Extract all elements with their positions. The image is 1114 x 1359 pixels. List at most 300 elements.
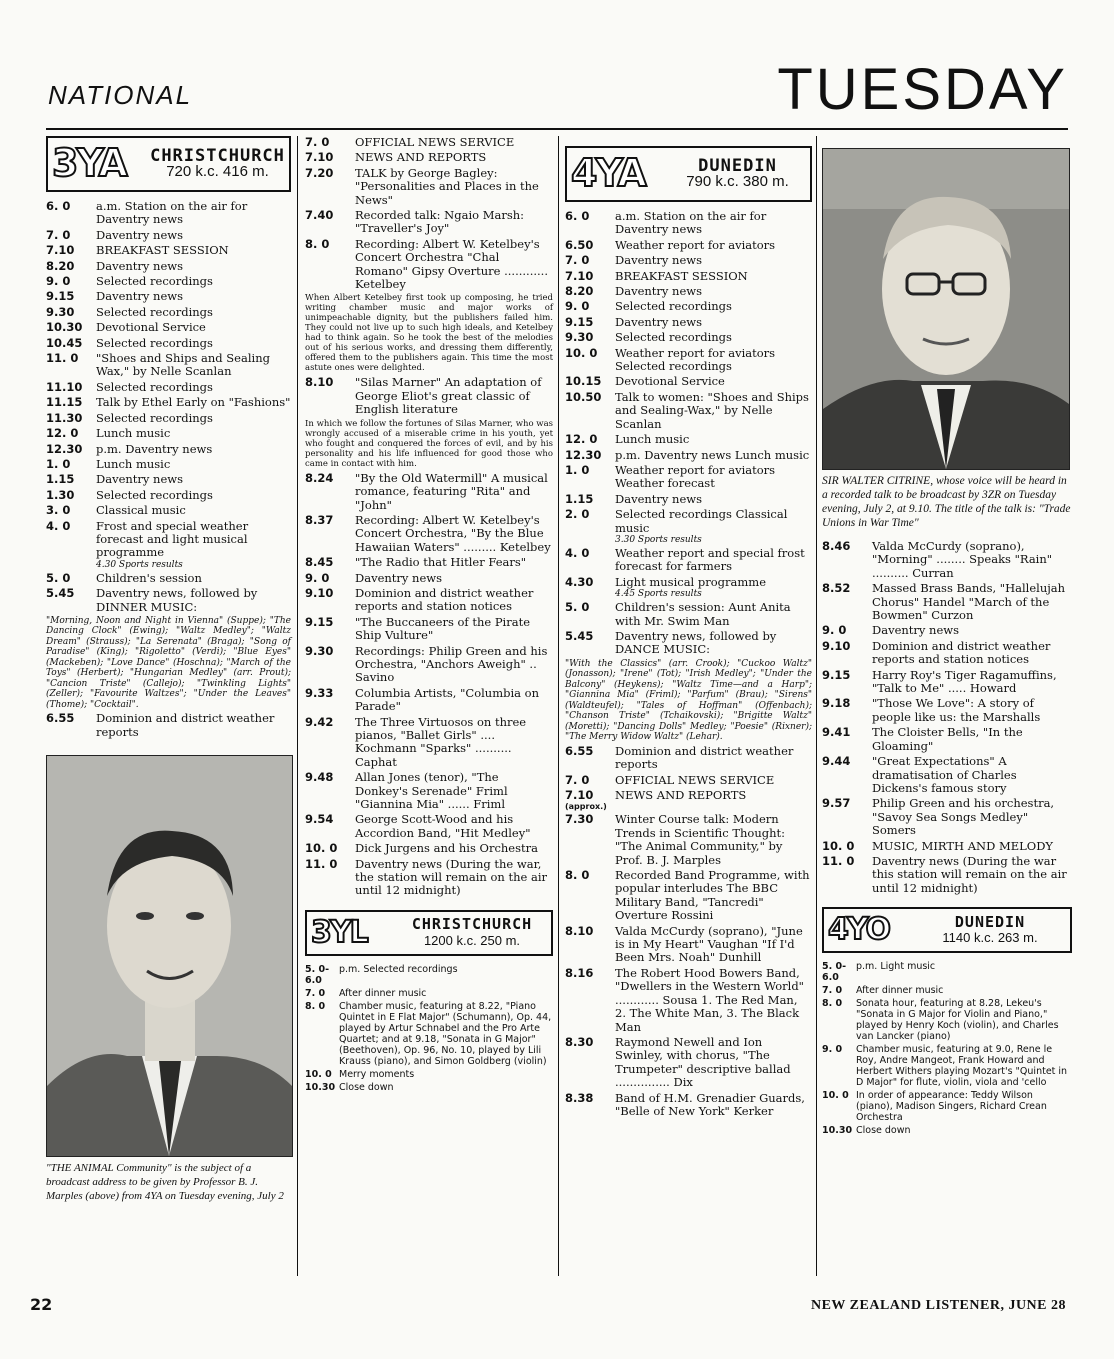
item-time: 8.52 <box>822 581 851 596</box>
item-desc-text: Selected recordings <box>615 299 732 314</box>
schedule-item <box>305 167 553 207</box>
item-desc-text: Weather report for aviators Selected recordings <box>615 345 776 374</box>
schedule-item <box>565 493 812 506</box>
station-logo: 3YA <box>52 141 126 186</box>
item-desc-text: "Those We Love": A story of people like us: the Marshalls <box>872 696 1041 724</box>
schedule-list <box>822 540 1072 895</box>
page-header-right: TUESDAY <box>777 57 1068 122</box>
item-desc <box>872 669 1072 696</box>
item-desc <box>339 988 553 999</box>
item-desc <box>355 842 553 855</box>
item-desc <box>355 616 553 643</box>
item-time: 9.30 <box>46 304 75 319</box>
item-desc-text: Daventry news <box>615 284 703 299</box>
item-desc <box>615 774 812 787</box>
item-time: 11. 0 <box>46 351 79 366</box>
schedule-item <box>46 587 291 614</box>
item-desc <box>96 275 291 288</box>
item-time: 10.50 <box>565 389 602 404</box>
schedule-item <box>46 473 291 486</box>
item-desc-text: Devotional Service <box>615 374 725 389</box>
item-desc <box>615 316 812 329</box>
item-desc-text: Daventry news <box>355 570 443 585</box>
schedule-item <box>822 669 1072 696</box>
schedule-item <box>822 624 1072 637</box>
item-time: 9.15 <box>822 667 851 682</box>
item-desc-text: Selected recordings <box>96 274 213 289</box>
item-time: 8.20 <box>565 284 594 299</box>
schedule-item <box>565 433 812 446</box>
item-desc-text: Valda McCurdy (soprano), "June is in My Heart" Vaughan "If I'd Been Mrs. Noah" Dunhill <box>615 923 803 965</box>
item-desc-text: Daventry news <box>615 253 703 268</box>
item-desc <box>615 254 812 267</box>
schedule-item <box>305 616 553 643</box>
schedule-item <box>822 582 1072 622</box>
schedule-item <box>305 858 553 898</box>
item-desc <box>615 300 812 313</box>
schedule-item <box>305 587 553 614</box>
item-time: 9.48 <box>305 770 334 785</box>
schedule-item <box>565 601 812 628</box>
item-desc-text: Lunch music <box>615 432 690 447</box>
schedule-item <box>46 321 291 334</box>
item-desc-text: Selected recordings <box>96 410 213 425</box>
item-desc-text: Lunch music <box>96 456 171 471</box>
item-desc <box>96 504 291 517</box>
schedule-item <box>822 1090 1072 1123</box>
schedule-item <box>46 290 291 303</box>
item-desc <box>615 630 812 657</box>
schedule-item <box>822 985 1072 996</box>
item-desc <box>355 238 553 292</box>
schedule-item <box>305 964 553 986</box>
item-desc-text: p.m. Daventry news Lunch music <box>615 447 810 462</box>
schedule-item <box>46 427 291 440</box>
note-ketelbey: When Albert Ketelbey first took up composing, he tried writing chamber music and major works of unimpeachable dignity, but the publishers failed him. They could not live up to such high ideals, and Ketelbey had to think again. So he took the best of the melodies out of his serious works, and dressing them differently, offered them to the publishers again. This time the most astute ones were delighted. <box>305 293 553 374</box>
schedule-item <box>305 136 553 149</box>
schedule-item <box>565 547 812 574</box>
item-desc <box>96 412 291 425</box>
item-desc <box>872 540 1072 580</box>
item-desc-text: Merry moments <box>339 1068 415 1080</box>
item-desc-text: "Shoes and Ships and Sealing Wax," by Nelle Scanlan <box>96 351 270 379</box>
item-desc-text: Devotional Service <box>96 320 206 335</box>
item-desc-text: Weather report for aviators Weather forecast <box>615 462 776 491</box>
sports-results-note: 4.45 Sports results <box>615 589 702 600</box>
item-desc <box>615 508 812 545</box>
item-desc-text: Daventry news <box>96 227 184 242</box>
schedule-item <box>305 813 553 840</box>
schedule-item <box>565 464 812 491</box>
schedule-item <box>565 1036 812 1090</box>
item-desc <box>96 443 291 456</box>
item-time: 6.55 <box>565 743 594 758</box>
schedule-item <box>822 840 1072 853</box>
item-time: 8. 0 <box>565 868 590 883</box>
item-desc-text: NEWS AND REPORTS <box>615 788 747 802</box>
schedule-item <box>822 726 1072 753</box>
item-time: 8.37 <box>305 512 334 527</box>
schedule-item <box>565 270 812 283</box>
item-desc-text: Children's session: Aunt Anita with Mr. Swim Man <box>615 600 791 628</box>
schedule-item <box>305 151 553 164</box>
item-desc-text: The Robert Hood Bowers Band, "Dwellers in the Western World" ............ Sousa 1. The Red Man, 2. The White Man, 3. The Black Man <box>615 965 804 1034</box>
station-frequency: 720 k.c. 416 m. <box>166 163 269 180</box>
item-desc-text: Talk by Ethel Early on "Fashions" <box>96 395 291 410</box>
schedule-list <box>305 472 553 898</box>
item-desc <box>355 556 553 569</box>
item-desc <box>355 587 553 614</box>
item-time: 12. 0 <box>565 432 598 447</box>
item-time: 2. 0 <box>565 507 590 522</box>
item-time: 8.38 <box>565 1090 594 1105</box>
station-box-3yl <box>305 910 553 956</box>
item-desc-text: Sonata hour, featuring at 8.28, Lekeu's "Sonata in G Major for Violin and Piano," played by Henry Koch (violin), and Charles van Lancker (piano) <box>856 998 1059 1043</box>
note-silas-marner: In which we follow the fortunes of Silas Marner, who was wrongly accused of a miserable crime in his youth, yet who fought and conquered the forces of evil, and by his personality and his life influenced for good those who came in contact with him. <box>305 418 553 469</box>
item-time: 8.20 <box>46 258 75 273</box>
schedule-item <box>565 449 812 462</box>
item-desc-text: George Scott-Wood and his Accordion Band, "Hit Medley" <box>355 812 531 840</box>
item-desc-text: OFFICIAL NEWS SERVICE <box>355 135 515 149</box>
item-time: 5.45 <box>46 586 75 601</box>
item-time: 10. 0 <box>822 1090 849 1102</box>
item-desc <box>339 1001 553 1067</box>
item-desc <box>615 331 812 344</box>
item-desc-text: Daventry news <box>615 314 703 329</box>
station-city: DUNEDIN <box>954 912 1026 931</box>
schedule-item <box>305 842 553 855</box>
schedule-list <box>565 210 812 657</box>
item-desc <box>355 209 553 236</box>
schedule-item <box>822 1125 1072 1136</box>
schedule-item <box>565 745 812 772</box>
item-desc <box>96 520 291 570</box>
item-desc-text: Selected recordings Classical music <box>615 507 788 535</box>
item-time: 4. 0 <box>46 518 71 533</box>
item-desc <box>339 1082 553 1093</box>
schedule-item <box>46 572 291 585</box>
item-time: 9. 0 <box>822 1044 843 1056</box>
item-desc <box>615 745 812 772</box>
item-desc-text: Daventry news <box>96 289 184 304</box>
schedule-item <box>822 961 1072 983</box>
item-desc-text: "By the Old Watermill" A musical romance, featuring "Rita" and "John" <box>355 470 548 512</box>
item-desc-text: MUSIC, MIRTH AND MELODY <box>872 838 1054 853</box>
header-rule <box>46 128 1068 130</box>
item-desc-text: Weather report for aviators <box>615 237 776 252</box>
schedule-item <box>822 540 1072 580</box>
schedule-list <box>46 200 291 614</box>
sports-results-note: 4.30 Sports results <box>96 559 183 570</box>
item-desc-text: Close down <box>856 1125 911 1137</box>
item-time: 8.16 <box>565 965 594 980</box>
schedule-item <box>305 1069 553 1080</box>
item-time: 12. 0 <box>46 426 79 441</box>
item-time: 10. 0 <box>565 345 598 360</box>
schedule-item <box>565 1092 812 1119</box>
item-time: 9.10 <box>305 585 334 600</box>
item-desc-text: Selected recordings <box>96 335 213 350</box>
item-desc <box>96 458 291 471</box>
item-time: 12.30 <box>565 447 602 462</box>
item-desc <box>96 473 291 486</box>
schedule-item <box>565 300 812 313</box>
schedule-item <box>822 697 1072 724</box>
item-time: 8.30 <box>565 1034 594 1049</box>
item-desc <box>872 726 1072 753</box>
schedule-item <box>565 925 812 965</box>
item-desc <box>615 391 812 431</box>
item-time: 6.55 <box>46 711 75 726</box>
item-desc <box>96 229 291 242</box>
item-time: 9. 0 <box>305 570 330 585</box>
schedule-item <box>565 285 812 298</box>
item-desc <box>96 321 291 334</box>
schedule-list <box>565 745 812 1119</box>
schedule-item <box>46 412 291 425</box>
schedule-item <box>46 260 291 273</box>
item-desc-text: p.m. Selected recordings <box>339 963 458 975</box>
item-time: 4.30 <box>565 574 594 589</box>
schedule-item <box>305 988 553 999</box>
item-time: 1.15 <box>565 491 594 506</box>
item-desc <box>615 347 812 374</box>
item-desc-text: Recordings: Philip Green and his Orchestra, "Anchors Aweigh" .. Savino <box>355 643 548 685</box>
item-desc-text: Daventry news, followed by DINNER MUSIC: <box>96 586 258 614</box>
item-time: 6. 0 <box>46 199 71 213</box>
item-desc <box>96 381 291 394</box>
item-desc-text: Harry Roy's Tiger Ragamuffins, "Talk to Me" ..... Howard <box>872 667 1057 696</box>
item-time: 10. 0 <box>822 838 855 853</box>
item-desc-text: "Silas Marner" An adaptation of George Eliot's great classic of English literature <box>355 375 542 417</box>
item-time: 3. 0 <box>46 503 71 518</box>
schedule-item <box>46 200 291 227</box>
station-city: CHRISTCHURCH <box>150 145 285 166</box>
item-desc <box>339 964 553 986</box>
item-desc-text: Dominion and district weather reports <box>615 743 794 772</box>
item-desc-text: The Cloister Bells, "In the Gloaming" <box>872 725 1023 753</box>
station-frequency: 1140 k.c. 263 m. <box>942 930 1038 946</box>
station-logo: 4YA <box>571 151 645 196</box>
schedule-list-small <box>822 961 1072 1136</box>
item-desc <box>615 1036 812 1090</box>
item-desc <box>856 1125 1072 1136</box>
item-desc-text: a.m. Station on the air for Daventry news <box>615 209 767 237</box>
schedule-item <box>305 472 553 512</box>
item-time: 8.45 <box>305 555 334 570</box>
schedule-item <box>305 1082 553 1093</box>
item-desc <box>355 376 553 416</box>
schedule-item <box>565 967 812 1034</box>
schedule-item <box>46 337 291 350</box>
item-time: 1.30 <box>46 487 75 502</box>
item-desc-text: "The Radio that Hitler Fears" <box>355 555 527 570</box>
item-desc <box>339 1069 553 1080</box>
item-desc <box>96 489 291 502</box>
item-desc-text: Dominion and district weather reports and station notices <box>355 585 534 614</box>
schedule-list-small <box>305 964 553 1093</box>
item-desc <box>96 572 291 585</box>
item-desc-text: Daventry news <box>96 472 184 487</box>
item-desc-text: Chamber music, featuring at 9.0, Rene le Roy, Andre Mangeot, Frank Howard and Herbert Withers playing Mozart's "Quintet in D Major" for flute, violin, viola and 'cello <box>856 1044 1068 1089</box>
item-time: 10.30 <box>305 1081 336 1093</box>
photo-caption: SIR WALTER CITRINE, whose voice will be heard in a recorded talk to be broadcast by 3ZR on Tuesday evening, July 2, at 9.10. The title of the talk is: "Trade Unions in War Time" <box>822 475 1071 529</box>
item-time: 9.41 <box>822 725 851 740</box>
item-desc-text: Selected recordings <box>96 487 213 502</box>
schedule-item <box>305 556 553 569</box>
item-desc-text: Daventry news <box>96 258 184 273</box>
schedule-item <box>46 520 291 570</box>
item-desc <box>355 645 553 685</box>
column-divider <box>558 136 559 1276</box>
item-desc-text: p.m. Light music <box>856 961 936 973</box>
item-desc <box>96 352 291 379</box>
item-desc <box>615 547 812 574</box>
item-desc-text: Allan Jones (tenor), "The Donkey's Serenade" Friml "Giannina Mia" ...... Friml <box>355 770 508 812</box>
schedule-item <box>46 275 291 288</box>
item-desc-text: Recording: Albert W. Ketelbey's Concert Orchestra, "By the Blue Hawaiian Waters" ......... Ketelbey <box>355 512 551 554</box>
schedule-item <box>305 238 553 292</box>
item-desc <box>615 270 812 283</box>
item-time: 4. 0 <box>565 545 590 560</box>
item-desc-text: Valda McCurdy (soprano), "Morning" ........ Speaks "Rain" .......... Curran <box>872 539 1053 580</box>
item-desc-text: After dinner music <box>339 987 427 999</box>
item-time: 5. 0 <box>46 570 71 585</box>
item-desc-text: Dominion and district weather reports and station notices <box>872 638 1051 667</box>
item-desc-text: Daventry news (During the war this station will remain on the air until 12 midnight) <box>872 853 1067 895</box>
item-desc <box>615 925 812 965</box>
schedule-item <box>565 316 812 329</box>
schedule-item <box>565 813 812 867</box>
item-desc-text: Winter Course talk: Modern Trends in Scientific Thought: "The Animal Community," by Prof. B. J. Marples <box>615 812 785 867</box>
item-desc <box>872 797 1072 837</box>
item-desc-text: Daventry news (During the war, the station will remain on the air until 12 midnight) <box>355 856 547 898</box>
station-frequency: 790 k.c. 380 m. <box>686 173 789 190</box>
station-box-4yo <box>822 907 1072 953</box>
schedule-item <box>565 391 812 431</box>
item-desc-text: Selected recordings <box>96 304 213 319</box>
item-desc <box>355 136 553 149</box>
item-desc-text: OFFICIAL NEWS SERVICE <box>615 772 775 787</box>
schedule-item <box>46 244 291 257</box>
photo-caption: "THE ANIMAL Community" is the subject of a broadcast address to be given by Professor B. J. Marples (above) from 4YA on Tuesday evening, July 2 <box>46 1162 284 1203</box>
item-time: 8.46 <box>822 539 851 553</box>
schedule-list <box>305 136 553 291</box>
item-desc-text: a.m. Station on the air for Daventry news <box>96 199 248 227</box>
item-time: 9.42 <box>305 714 334 729</box>
item-desc <box>615 789 812 811</box>
schedule-item <box>565 576 812 599</box>
schedule-item <box>305 514 553 554</box>
item-time: 9.15 <box>305 614 334 629</box>
item-desc-text: BREAKFAST SESSION <box>615 268 748 283</box>
schedule-item <box>305 771 553 811</box>
item-desc-text: Daventry news <box>615 491 703 506</box>
item-desc <box>355 716 553 770</box>
schedule-item <box>305 209 553 236</box>
item-desc <box>856 985 1072 996</box>
item-desc-text: Raymond Newell and Ion Swinley, with chorus, "The Trumpeter" descriptive ballad ............... Dix <box>615 1034 791 1090</box>
item-time: 7.30 <box>565 812 594 827</box>
column-4ya <box>565 136 812 1120</box>
schedule-item <box>305 572 553 585</box>
item-desc <box>355 858 553 898</box>
schedule-item <box>565 630 812 657</box>
item-time: 11.10 <box>46 379 83 394</box>
item-desc <box>355 771 553 811</box>
item-time: 6. 0 <box>565 209 590 223</box>
item-desc <box>96 290 291 303</box>
station-city: CHRISTCHURCH <box>411 915 533 934</box>
item-time: 7.10 (approx.) <box>565 789 615 811</box>
item-desc-text: After dinner music <box>856 985 944 997</box>
item-desc <box>856 1044 1072 1088</box>
schedule-item <box>822 998 1072 1042</box>
schedule-item <box>822 797 1072 837</box>
item-desc <box>856 1090 1072 1123</box>
item-desc-text: In order of appearance: Teddy Wilson (piano), Madison Singers, Richard Crean Orchestra <box>856 1090 1047 1124</box>
schedule-item <box>822 755 1072 795</box>
item-time: 8.10 <box>305 375 334 390</box>
item-time: 8. 0 <box>822 998 843 1010</box>
item-time: 5. 0 <box>565 600 590 615</box>
schedule-item <box>565 239 812 252</box>
item-desc <box>355 472 553 512</box>
item-time: 8.10 <box>565 923 594 938</box>
column-divider <box>297 136 298 1276</box>
schedule-item <box>305 376 553 416</box>
item-time: 9.44 <box>822 754 851 769</box>
item-time: 9. 0 <box>46 274 71 289</box>
item-desc <box>355 514 553 554</box>
item-desc-text: The Three Virtuosos on three pianos, "Ballet Girls" .... Kochmann "Sparks" .......... Caphat <box>355 714 527 769</box>
item-time: 5.45 <box>565 628 594 643</box>
schedule-item <box>46 381 291 394</box>
item-desc-text: Band of H.M. Grenadier Guards, "Belle of New York" Kerker <box>615 1090 805 1118</box>
item-desc <box>615 493 812 506</box>
schedule-item <box>46 229 291 242</box>
item-time: 10.45 <box>46 335 83 350</box>
item-desc-text: Frost and special weather forecast and light musical programme <box>96 518 249 560</box>
item-time: 8. 0 <box>305 1000 326 1012</box>
item-time: 10. 0 <box>305 841 338 856</box>
item-desc <box>615 375 812 388</box>
item-time: 9.33 <box>305 685 334 700</box>
item-desc-text: Philip Green and his orchestra, "Savoy Sea Songs Medley" Somers <box>872 796 1055 838</box>
item-desc-text: p.m. Daventry news <box>96 441 213 456</box>
item-time: 8.24 <box>305 470 334 485</box>
item-desc <box>872 697 1072 724</box>
schedule-item <box>305 716 553 770</box>
item-time: 11.30 <box>46 410 83 425</box>
photo-walter-citrine <box>822 148 1070 470</box>
item-desc <box>615 239 812 252</box>
item-desc-text: Children's session <box>96 570 202 585</box>
item-time: 7.10 <box>305 150 334 165</box>
item-time: 10.15 <box>565 374 602 389</box>
schedule-item <box>822 640 1072 667</box>
item-time: 10.30 <box>46 320 83 335</box>
station-frequency: 1200 k.c. 250 m. <box>423 932 521 948</box>
station-city: DUNEDIN <box>698 155 777 176</box>
item-time: 7.10 <box>565 268 594 283</box>
item-desc-text: Weather report and special frost forecast for farmers <box>615 545 805 574</box>
item-desc-text: Talk to women: "Shoes and Ships and Sealing-Wax," by Nelle Scanlan <box>615 389 809 431</box>
schedule-item <box>822 1044 1072 1088</box>
station-logo: 4YO <box>828 912 890 948</box>
item-time: 9.18 <box>822 696 851 711</box>
item-desc <box>355 572 553 585</box>
